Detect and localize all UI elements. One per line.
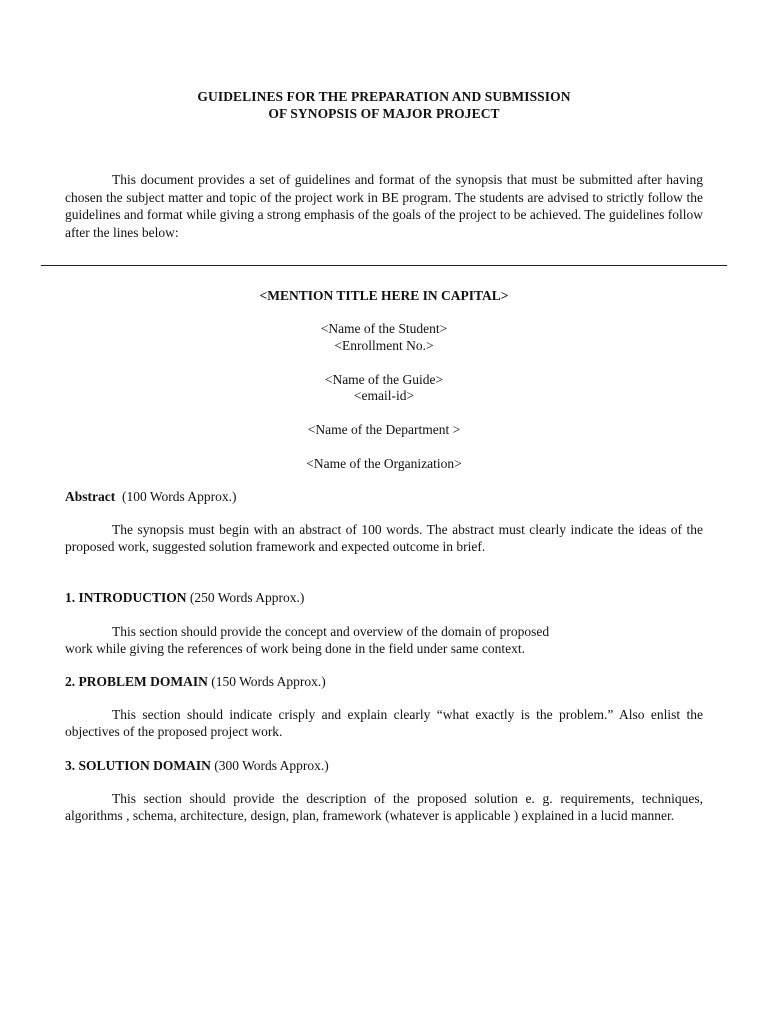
introduction-heading-row [65,589,304,606]
abstract-heading-row [65,488,237,505]
problem-domain-word-count: (150 Words Approx.) [211,674,326,689]
student-name-placeholder: <Name of the Student> [320,321,448,336]
title-placeholder: <MENTION TITLE HERE IN CAPITAL> [259,288,509,303]
organization-placeholder: <Name of the Organization> [306,456,462,471]
introduction-body-line-1: This section should provide the concept and overview of the domain of proposed [112,624,550,639]
problem-domain-heading-row [65,673,326,690]
solution-domain-heading: 3. SOLUTION DOMAIN [65,758,211,773]
introduction-heading: 1. INTRODUCTION [65,590,187,605]
horizontal-divider [41,265,727,266]
abstract-heading: Abstract [65,489,116,504]
abstract-word-count: (100 Words Approx.) [122,489,237,504]
guide-name-placeholder: <Name of the Guide> [324,372,444,387]
solution-domain-body: This section should provide the description of the proposed solution e. g. requirements, techniques, algorithms , schema, architecture, design, plan, framework (whatever is applicable ) explained in a lucid manner. [65,791,703,823]
solution-domain-word-count: (300 Words Approx.) [214,758,329,773]
introduction-word-count: (250 Words Approx.) [189,590,305,605]
intro-paragraph: This document provides a set of guidelines and format of the synopsis that must be submitted after having chosen the subject matter and topic of the project work in BE program. The students are advised to strictly follow the guidelines and format while giving a strong emphasis of the goals of the project to be achieved. The guidelines follow after the lines below: [65,172,703,240]
document-title-line-2: OF SYNOPSIS OF MAJOR PROJECT [268,106,500,121]
email-placeholder: <email-id> [353,388,415,403]
department-placeholder: <Name of the Department > [307,422,461,437]
introduction-body [65,623,703,657]
abstract-body: The synopsis must begin with an abstract of 100 words. The abstract must clearly indicate the ideas of the proposed work, suggested solution framework and expected outcome in brief. [65,522,703,554]
solution-domain-heading-row [65,757,329,774]
problem-domain-body: This section should indicate crisply and explain clearly “what exactly is the problem.” Also enlist the objectives of the proposed project work. [65,707,703,739]
introduction-body-line-2: work while giving the references of work being done in the field under same context. [65,641,525,656]
document-title-line-1: GUIDELINES FOR THE PREPARATION AND SUBMISSION [197,89,571,104]
enrollment-placeholder: <Enrollment No.> [334,338,434,353]
problem-domain-heading: 2. PROBLEM DOMAIN [65,674,208,689]
